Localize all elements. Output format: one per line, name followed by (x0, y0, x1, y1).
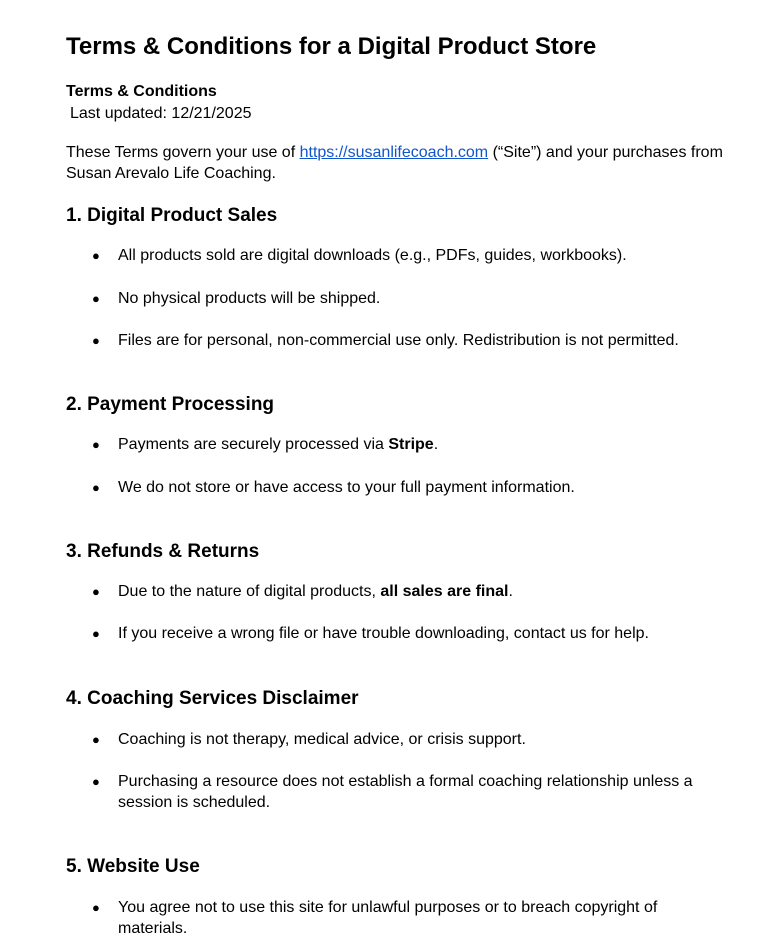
list-item-text: Purchasing a resource does not establish a formal coaching relationship unless a session is scheduled. (118, 773, 693, 811)
list-item (66, 331, 738, 352)
list-item (66, 246, 738, 267)
list-item-text (118, 435, 728, 456)
terms-subheading: Terms & Conditions (66, 83, 217, 100)
list-item-text: If you receive a wrong file or have trouble downloading, contact us for help. (118, 625, 649, 642)
list-item-text: Coaching is not therapy, medical advice, or crisis support. (118, 731, 526, 748)
list-item (66, 478, 738, 499)
list-item (66, 435, 738, 456)
site-link[interactable]: https://susanlifecoach.com (299, 144, 489, 161)
list-item-text-part: Due to the nature of digital products, (118, 583, 381, 600)
list-item-text: All products sold are digital downloads (e.g., PDFs, guides, workbooks). (118, 247, 627, 264)
bullet-icon: ● (92, 626, 100, 641)
list-item (66, 289, 738, 310)
bullet-icon: ● (92, 248, 100, 263)
section-heading-digital-product-sales: 1. Digital Product Sales (66, 205, 278, 226)
list-item-text (118, 582, 728, 603)
list-item-text-part: . (508, 583, 513, 600)
section-heading-website-use: 5. Website Use (66, 856, 200, 877)
list-item (66, 624, 738, 645)
list-item-text: You agree not to use this site for unlawful purposes or to breach copyright of materials. (118, 899, 658, 937)
section-heading-refunds-returns: 3. Refunds & Returns (66, 541, 260, 562)
bullet-icon: ● (92, 437, 100, 452)
list-item-text: We do not store or have access to your full payment information. (118, 479, 575, 496)
bullet-icon: ● (92, 732, 100, 747)
list-item-text: Files are for personal, non-commercial use only. Redistribution is not permitted. (118, 332, 679, 349)
list-item-text-part: Payments are securely processed via (118, 436, 389, 453)
list-item-text: No physical products will be shipped. (118, 290, 381, 307)
last-updated-date: Last updated: 12/21/2025 (70, 105, 252, 122)
document-title: Terms & Conditions for a Digital Product Store (66, 33, 597, 60)
intro-paragraph (66, 143, 738, 184)
list-item-text-part: . (433, 436, 439, 453)
bullet-icon: ● (92, 584, 100, 599)
bullet-icon: ● (92, 291, 100, 306)
list-item-bold-text: all sales are final (380, 583, 509, 600)
bullet-icon: ● (92, 774, 100, 789)
bullet-icon: ● (92, 480, 100, 495)
intro-text-before-link: These Terms govern your use of (66, 144, 300, 161)
list-item (66, 730, 738, 751)
list-item (66, 772, 738, 813)
list-item (66, 582, 738, 603)
section-heading-coaching-disclaimer: 4. Coaching Services Disclaimer (66, 688, 359, 709)
bullet-icon: ● (92, 333, 100, 348)
list-item-bold-text: Stripe (388, 436, 434, 453)
section-heading-payment-processing: 2. Payment Processing (66, 394, 275, 415)
list-item (66, 898, 738, 939)
bullet-icon: ● (92, 900, 100, 915)
intro-text-after-link: (“Site”) and your purchases from Susan Arevalo Life Coaching. (66, 144, 723, 182)
